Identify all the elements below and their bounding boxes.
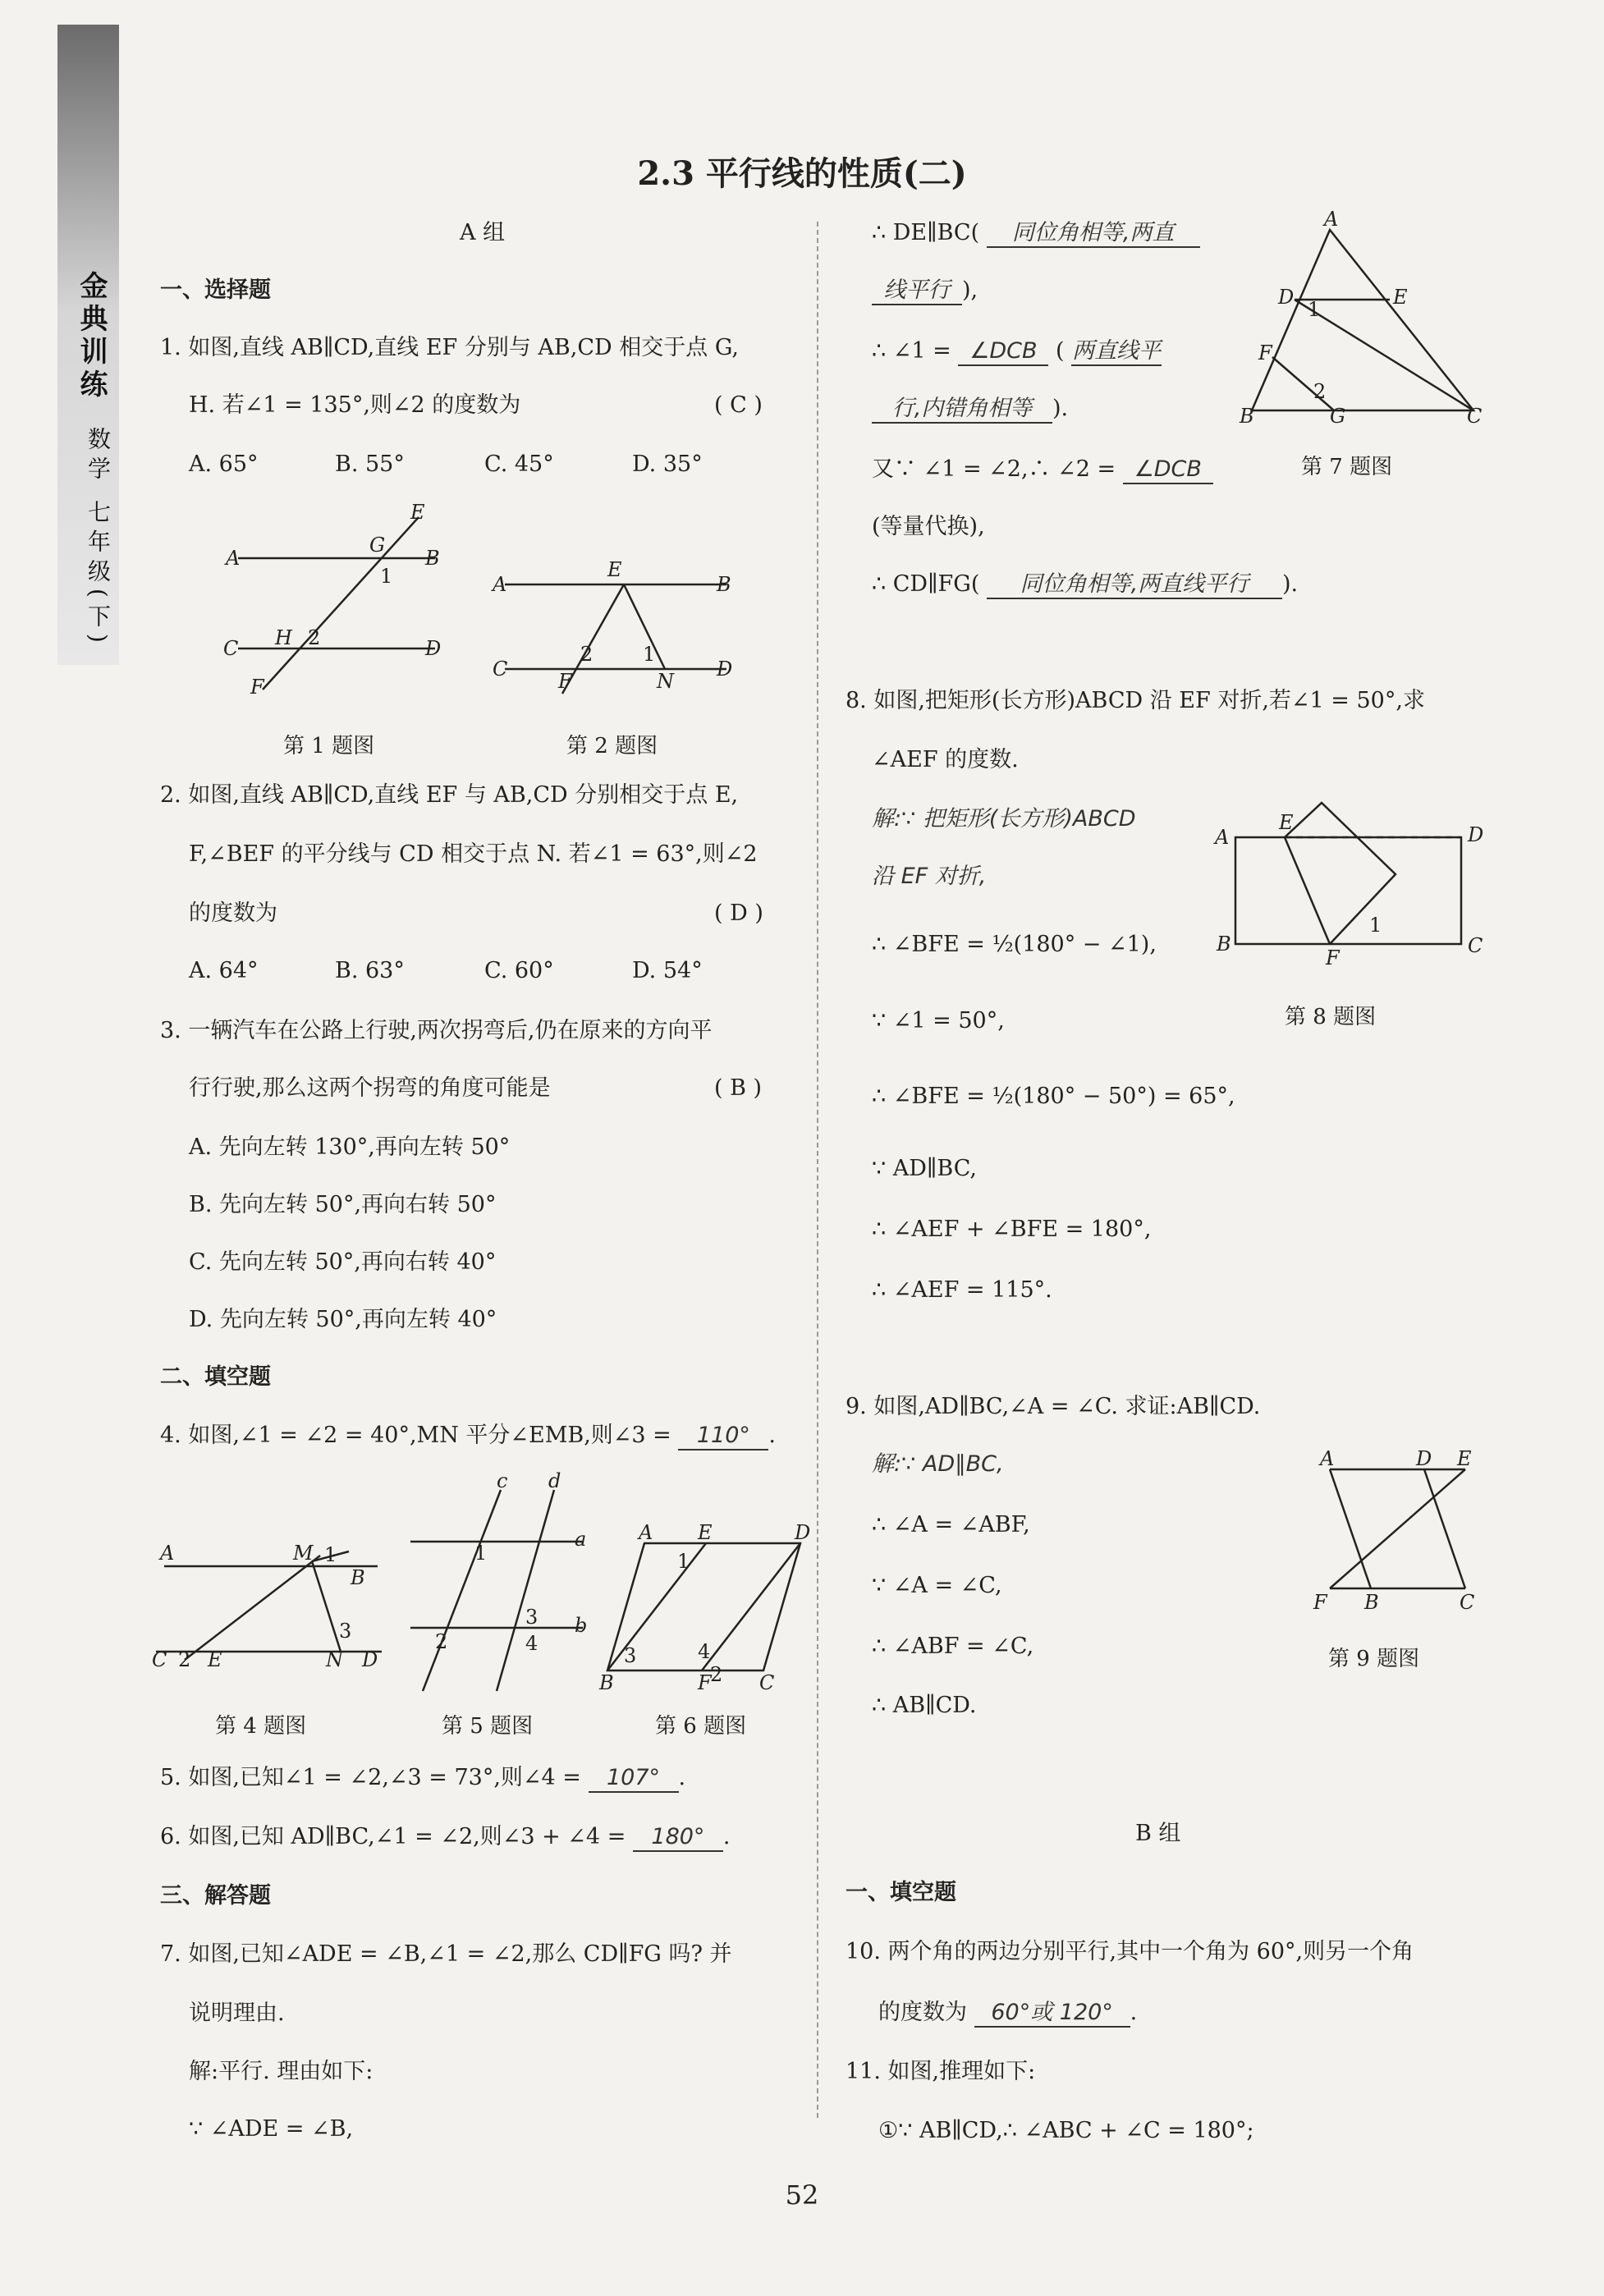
q7-r3-fill: ∠DCB — [958, 338, 1048, 366]
q7-r1-prefix: ∴ DE∥BC( — [872, 220, 980, 245]
q7-r3-mid: ( — [1055, 338, 1065, 364]
q7-reason5 — [872, 456, 1213, 484]
q7-r2-suffix: ), — [962, 277, 978, 303]
svg-text:1: 1 — [1308, 298, 1321, 321]
q2-opt-c: C. 60° — [484, 958, 554, 983]
q7-reason2 — [872, 277, 978, 305]
svg-text:D: D — [425, 637, 442, 660]
q4-suffix: . — [768, 1423, 776, 1448]
svg-text:N: N — [326, 1648, 343, 1671]
figure-5 — [402, 1469, 591, 1707]
q1-answer: ( C ) — [714, 392, 763, 418]
figure-7 — [1235, 208, 1483, 428]
q7-reason7 — [872, 571, 1298, 599]
svg-text:B: B — [599, 1671, 614, 1694]
q7-line3: 解:平行. 理由如下: — [189, 2059, 374, 2084]
group-a-heading: A 组 — [460, 220, 506, 245]
svg-text:F: F — [698, 1671, 712, 1694]
q7-line1: 7. 如图,已知∠ADE = ∠B,∠1 = ∠2,那么 CD∥FG 吗? 并 — [160, 1941, 732, 1967]
svg-text:A: A — [493, 573, 507, 596]
svg-text:2: 2 — [710, 1663, 723, 1686]
q8-line1: 8. 如图,把矩形(长方形)ABCD 沿 EF 对折,若∠1 = 50°,求 — [846, 688, 1425, 713]
q10-answer: 60°或 120° — [974, 2000, 1130, 2028]
q1-line1: 1. 如图,直线 AB∥CD,直线 EF 分别与 AB,CD 相交于点 G, — [160, 335, 740, 360]
svg-text:A: A — [1324, 208, 1339, 231]
q3-opt-b: B. 先向左转 50°,再向右转 50° — [189, 1192, 497, 1217]
q3-line1: 3. 一辆汽车在公路上行驶,两次拐弯后,仍在原来的方向平 — [160, 1018, 713, 1043]
caption-fig6: 第 6 题图 — [655, 1714, 747, 1739]
q2-line3: 的度数为 — [189, 901, 277, 926]
q7-line4: ∵ ∠ADE = ∠B, — [189, 2116, 354, 2142]
q10-prefix: 的度数为 — [878, 2000, 967, 2025]
q2-line2: F,∠BEF 的平分线与 CD 相交于点 N. 若∠1 = 63°,则∠2 — [189, 841, 758, 867]
figure-9 — [1305, 1445, 1486, 1617]
group-b-heading: B 组 — [1135, 1821, 1181, 1846]
q2-opt-a: A. 64° — [189, 958, 259, 983]
q7-r7-fill: 同位角相等,两直线平行 — [987, 571, 1282, 599]
q10-suffix: . — [1130, 2000, 1138, 2025]
svg-text:C: C — [1467, 405, 1483, 428]
q1-opt-a: A. 65° — [189, 451, 259, 477]
svg-text:1: 1 — [474, 1542, 488, 1565]
svg-text:E: E — [607, 558, 622, 581]
caption-fig4: 第 4 题图 — [215, 1714, 307, 1739]
section-b-fill: 一、填空题 — [846, 1880, 956, 1905]
svg-text:3: 3 — [339, 1620, 352, 1643]
q7-reason4 — [872, 396, 1068, 424]
svg-text:2: 2 — [178, 1648, 191, 1671]
q7-line2: 说明理由. — [189, 2000, 285, 2026]
svg-text:A: A — [1320, 1447, 1335, 1470]
svg-text:B: B — [351, 1566, 365, 1589]
svg-text:1: 1 — [643, 643, 656, 666]
svg-text:E: E — [410, 501, 425, 524]
svg-text:D: D — [362, 1648, 378, 1671]
svg-text:E: E — [1279, 811, 1294, 834]
svg-text:C: C — [152, 1648, 167, 1671]
q10-line2 — [878, 2000, 1137, 2028]
q3-line2: 行行驶,那么这两个拐弯的角度可能是 — [189, 1075, 551, 1101]
q8-step4: ∵ ∠1 = 50°, — [872, 1008, 1005, 1033]
q8-step6: ∵ AD∥BC, — [872, 1156, 977, 1181]
caption-fig2: 第 2 题图 — [566, 734, 658, 758]
q6-suffix: . — [722, 1824, 731, 1849]
page-title: 2.3 平行线的性质(二) — [637, 154, 967, 193]
svg-text:C: C — [493, 658, 508, 681]
caption-fig1: 第 1 题图 — [283, 734, 375, 758]
svg-text:A: A — [226, 547, 241, 570]
svg-text:E: E — [1393, 286, 1408, 309]
svg-text:F: F — [558, 670, 572, 693]
svg-text:4: 4 — [525, 1632, 538, 1655]
q1-line2: H. 若∠1 = 135°,则∠2 的度数为 — [189, 392, 521, 418]
q2-answer: ( D ) — [714, 901, 763, 926]
svg-text:a: a — [575, 1528, 587, 1551]
section-solve: 三、解答题 — [160, 1883, 271, 1909]
svg-text:F: F — [1326, 946, 1340, 969]
svg-text:C: C — [1468, 934, 1483, 957]
svg-text:D: D — [795, 1521, 811, 1544]
svg-text:A: A — [1215, 826, 1230, 849]
q5-text — [160, 1765, 685, 1793]
q2-opt-b: B. 63° — [335, 958, 405, 983]
svg-text:2: 2 — [308, 626, 321, 649]
svg-text:F: F — [1313, 1591, 1327, 1614]
svg-text:F: F — [250, 676, 264, 699]
q11-line1: 11. 如图,推理如下: — [846, 2059, 1036, 2084]
q9-step1: 解:∵ AD∥BC, — [872, 1451, 1004, 1477]
q1-opt-d: D. 35° — [632, 451, 703, 477]
q11-line2: ①∵ AB∥CD,∴ ∠ABC + ∠C = 180°; — [878, 2118, 1254, 2143]
q7-r7-prefix: ∴ CD∥FG( — [872, 571, 980, 597]
caption-fig9: 第 9 题图 — [1328, 1647, 1420, 1671]
figure-6 — [599, 1521, 813, 1694]
q8-line2: ∠AEF 的度数. — [872, 747, 1019, 772]
q7-r4-fill: 行,内错角相等 — [872, 396, 1052, 424]
q4-answer: 110° — [678, 1423, 768, 1450]
svg-text:M: M — [293, 1542, 314, 1565]
sidebar-subject: 数学 七年级(下) — [85, 427, 112, 649]
svg-text:c: c — [497, 1469, 508, 1492]
q8-step2: 沿 EF 对折, — [872, 864, 987, 889]
svg-text:1: 1 — [1369, 914, 1382, 937]
section-fill: 二、填空题 — [160, 1364, 271, 1390]
caption-fig7: 第 7 题图 — [1301, 455, 1393, 479]
svg-text:2: 2 — [580, 643, 593, 666]
q7-r1-fill: 同位角相等,两直 — [987, 220, 1200, 248]
q2-opt-d: D. 54° — [632, 958, 703, 983]
sidebar-brand: 金典训练 — [75, 271, 108, 402]
svg-text:2: 2 — [435, 1630, 448, 1653]
q3-answer: ( B ) — [714, 1075, 763, 1101]
svg-text:C: C — [223, 637, 239, 660]
q7-r7-suffix: ). — [1281, 571, 1299, 597]
svg-text:G: G — [1330, 405, 1346, 428]
q9-step2: ∴ ∠A = ∠ABF, — [872, 1512, 1030, 1538]
caption-fig5: 第 5 题图 — [442, 1714, 534, 1739]
q9-step5: ∴ AB∥CD. — [872, 1693, 977, 1718]
svg-text:F: F — [1258, 341, 1272, 364]
svg-text:B: B — [425, 547, 440, 570]
svg-text:3: 3 — [525, 1606, 538, 1629]
svg-text:A: A — [639, 1521, 653, 1544]
svg-text:3: 3 — [624, 1644, 637, 1667]
svg-text:b: b — [575, 1614, 588, 1637]
column-divider — [817, 222, 818, 2118]
svg-text:B: B — [1217, 933, 1231, 956]
svg-text:B: B — [1240, 405, 1254, 428]
q8-step1: 解:∵ 把矩形(长方形)ABCD — [872, 806, 1136, 832]
q8-step7: ∴ ∠AEF + ∠BFE = 180°, — [872, 1217, 1152, 1242]
q9-step3: ∵ ∠A = ∠C, — [872, 1573, 1002, 1598]
page-number: 52 — [785, 2179, 819, 2211]
q7-r5-prefix: 又∵ ∠1 = ∠2,∴ ∠2 = — [872, 456, 1116, 482]
svg-text:4: 4 — [698, 1640, 711, 1663]
q3-opt-a: A. 先向左转 130°,再向左转 50° — [189, 1134, 511, 1160]
svg-text:1: 1 — [380, 565, 393, 588]
q10-line1: 10. 两个角的两边分别平行,其中一个角为 60°,则另一个角 — [846, 1939, 1414, 1964]
svg-text:D: D — [1468, 823, 1484, 846]
figure-1 — [213, 501, 460, 706]
q5-suffix: . — [678, 1765, 686, 1790]
figure-8 — [1207, 796, 1494, 977]
svg-text:E: E — [698, 1521, 713, 1544]
q2-line1: 2. 如图,直线 AB∥CD,直线 EF 与 AB,CD 分别相交于点 E, — [160, 782, 739, 808]
svg-text:C: C — [759, 1671, 775, 1694]
q8-step3: ∴ ∠BFE = ½(180° − ∠1), — [872, 932, 1157, 957]
svg-text:A: A — [160, 1542, 175, 1565]
q8-step5: ∴ ∠BFE = ½(180° − 50°) = 65°, — [872, 1084, 1235, 1109]
svg-text:E: E — [208, 1648, 222, 1671]
svg-text:D: D — [1278, 286, 1295, 309]
svg-text:H: H — [275, 626, 292, 649]
svg-text:N: N — [657, 670, 674, 693]
q3-opt-c: C. 先向左转 50°,再向右转 40° — [189, 1249, 497, 1275]
caption-fig8: 第 8 题图 — [1285, 1005, 1377, 1029]
q6-text — [160, 1824, 731, 1852]
svg-text:D: D — [1416, 1447, 1432, 1470]
svg-text:D: D — [717, 658, 733, 681]
q7-reason1 — [872, 220, 1200, 248]
q7-r3-fill2: 两直线平 — [1071, 338, 1162, 366]
q1-opt-c: C. 45° — [484, 451, 554, 477]
q4-prefix: 4. 如图,∠1 = ∠2 = 40°,MN 平分∠EMB,则∠3 = — [160, 1423, 671, 1448]
q9-line1: 9. 如图,AD∥BC,∠A = ∠C. 求证:AB∥CD. — [846, 1394, 1261, 1419]
svg-text:d: d — [548, 1469, 561, 1492]
q9-step4: ∴ ∠ABF = ∠C, — [872, 1634, 1034, 1659]
q4-text — [160, 1423, 776, 1450]
q3-opt-d: D. 先向左转 50°,再向左转 40° — [189, 1307, 497, 1332]
svg-text:C: C — [1460, 1591, 1475, 1614]
section-choice: 一、选择题 — [160, 277, 271, 303]
q7-r2-fill: 线平行 — [872, 277, 962, 305]
svg-text:1: 1 — [677, 1550, 690, 1573]
q6-answer: 180° — [633, 1824, 723, 1852]
svg-text:E: E — [1457, 1447, 1472, 1470]
svg-text:B: B — [717, 573, 731, 596]
q7-reason6: (等量代换), — [872, 514, 985, 539]
q7-r3-prefix: ∴ ∠1 = — [872, 338, 951, 364]
figure-2 — [488, 550, 743, 698]
svg-text:2: 2 — [1313, 380, 1327, 403]
q8-step8: ∴ ∠AEF = 115°. — [872, 1277, 1052, 1303]
svg-text:B: B — [1364, 1591, 1379, 1614]
q5-answer: 107° — [589, 1765, 679, 1793]
q6-prefix: 6. 如图,已知 AD∥BC,∠1 = ∠2,则∠3 + ∠4 = — [160, 1824, 626, 1849]
svg-text:G: G — [369, 534, 386, 557]
q7-r5-fill: ∠DCB — [1123, 456, 1213, 484]
q1-opt-b: B. 55° — [335, 451, 405, 477]
svg-text:1: 1 — [324, 1543, 337, 1566]
figure-4 — [152, 1469, 390, 1675]
q7-reason3 — [872, 338, 1162, 366]
q5-prefix: 5. 如图,已知∠1 = ∠2,∠3 = 73°,则∠4 = — [160, 1765, 581, 1790]
q7-r4-suffix: ). — [1052, 396, 1069, 421]
